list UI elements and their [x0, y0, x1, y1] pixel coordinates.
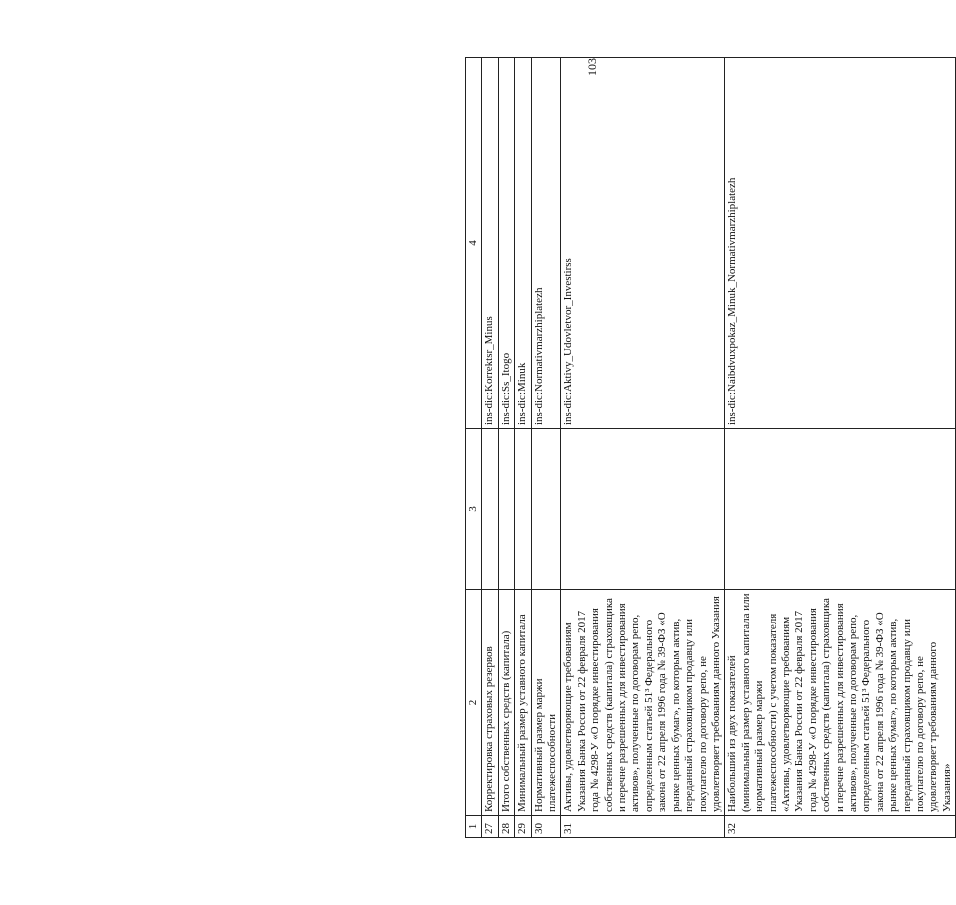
rotated-sheet — [465, 58, 953, 838]
row-code: ins-dic:Ss_Itogo — [498, 58, 514, 429]
row-description: Активы, удовлетворяющие требованиям Указания Банка России от 22 февраля 2017 года № 4298-У «О порядке инвестирования собственных средств (капитала) страховщика и перечне разрешенных для инвестирования активов», полученные по договорам репо, определенным статьей 51³ Федерального закона от 22 апреля 1996 года № 39-ФЗ «О рынке ценных бумаг», по которым актив, переданный страховщиком продавцу или покупателю по договору репо, не удовлетворяет требованиям данного Указания — [560, 590, 724, 816]
row-col3 — [514, 429, 530, 590]
row-code: ins-dic:Minuk — [514, 58, 530, 429]
row-code: ins-dic:Normativmarzhiplatezh — [531, 58, 561, 429]
header-row — [465, 58, 481, 838]
row-description: Наибольший из двух показателей (минимальный размер уставного капитала или нормативный размер маржи платежеспособности) с учетом показателя «Активы, удовлетворяющие требованиям Указания Банка России от 22 февраля 2017 года № 4298-У «О порядке инвестирования собственных средств (капитала) страховщика и перечне разрешенных для инвестирования активов», полученные по договорам репо, определенным статьей 51³ Федерального закона от 22 апреля 1996 года № 39-ФЗ «О рынке ценных бумаг», по которым актив, переданный страховщиком продавцу или покупателю по договору репо, не удовлетворяет требованиям данного Указания» — [724, 590, 955, 816]
row-number: 28 — [498, 816, 514, 838]
row-description: Нормативный размер маржи платежеспособности — [531, 590, 561, 816]
row-col3 — [481, 429, 497, 590]
header-col-2: 2 — [465, 590, 481, 816]
table-row — [498, 58, 514, 838]
row-description: Итого собственных средств (капитала) — [498, 590, 514, 816]
table-row — [724, 58, 955, 838]
row-number: 31 — [560, 816, 724, 838]
row-number: 29 — [514, 816, 530, 838]
row-description: Корректировка страховых резервов — [481, 590, 497, 816]
table-row — [531, 58, 561, 838]
table-row — [481, 58, 497, 838]
page-number: 103 — [585, 58, 599, 76]
row-code: ins-dic:Korrektsr_Minus — [481, 58, 497, 429]
row-number: 30 — [531, 816, 561, 838]
header-col-1: 1 — [465, 816, 481, 838]
header-col-3: 3 — [465, 429, 481, 590]
row-col3 — [560, 429, 724, 590]
row-col3 — [498, 429, 514, 590]
table-row — [560, 58, 724, 838]
data-table — [465, 57, 956, 838]
row-col3 — [531, 429, 561, 590]
header-col-4: 4 — [465, 58, 481, 429]
row-col3 — [724, 429, 955, 590]
row-code: ins-dic:Aktivy_Udovletvor_Investirss — [560, 58, 724, 429]
row-code: ins-dic:Naibdvuxpokaz_Minuk_Normativmarzhiplatezh — [724, 58, 955, 429]
row-number: 27 — [481, 816, 497, 838]
row-number: 32 — [724, 816, 955, 838]
row-description: Минимальный размер уставного капитала — [514, 590, 530, 816]
table-row — [514, 58, 530, 838]
